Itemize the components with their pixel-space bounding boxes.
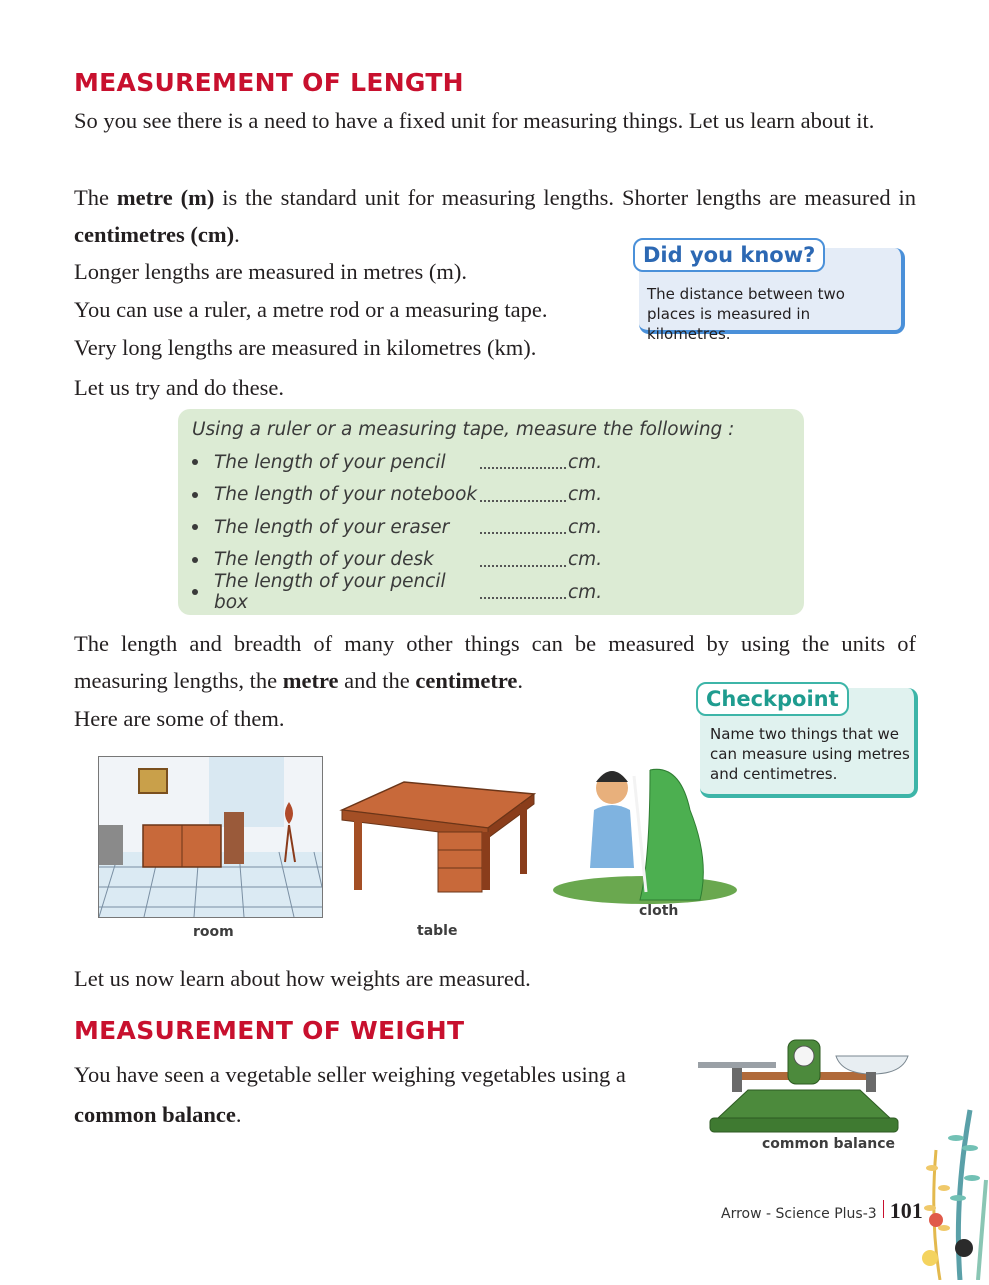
transition-text: Let us now learn about how weights are measured. — [74, 966, 531, 991]
term-centimetre-2: centimetre — [415, 668, 518, 693]
examples-text: Here are some of them. — [74, 706, 285, 731]
list-item: The length of your pencil box cm. — [192, 576, 602, 609]
list-item: The length of your eraser cm. — [192, 511, 602, 544]
did-you-know-box — [633, 243, 905, 343]
answer-blank[interactable] — [480, 553, 566, 567]
answer-blank[interactable] — [480, 488, 566, 502]
list-item: The length of your notebook cm. — [192, 479, 602, 512]
term-common-balance: common balance — [74, 1102, 236, 1127]
did-you-know-title: Did you know? — [633, 238, 825, 272]
decorative-plant-illustration — [900, 1108, 989, 1280]
did-you-know-text: The distance between two places is measured in kilometres. — [647, 285, 845, 343]
cloth-caption: cloth — [639, 903, 679, 919]
weight-heading: MEASUREMENT OF WEIGHT — [74, 1016, 465, 1045]
checkpoint-title: Checkpoint — [696, 682, 849, 716]
activity-box — [178, 409, 804, 615]
term-metre-2: metre — [282, 668, 339, 693]
book-title: Arrow - Science Plus-3 — [721, 1206, 877, 1222]
try-text: Let us try and do these. — [74, 375, 284, 400]
page-number: 101 — [889, 1198, 923, 1223]
term-metre: metre (m) — [116, 185, 215, 210]
balance-caption: common balance — [762, 1136, 896, 1152]
page-footer — [721, 1198, 923, 1224]
list-item: The length of your desk cm. — [192, 544, 602, 577]
room-caption: room — [193, 924, 234, 940]
table-illustration — [338, 770, 536, 915]
answer-blank[interactable] — [480, 585, 566, 599]
room-illustration — [98, 756, 323, 918]
list-item: The length of your pencil cm. — [192, 446, 602, 479]
longer-lengths-text: Longer lengths are measured in metres (m). — [74, 259, 467, 284]
activity-list — [192, 446, 603, 614]
cloth-illustration — [550, 752, 740, 912]
checkpoint-text: Name two things that we can measure using metres and centimetres. — [710, 725, 910, 783]
answer-blank[interactable] — [480, 520, 566, 534]
metre-paragraph: The metre (m) is the standard unit for measuring lengths. Shorter lengths are measured in centimetres (cm). — [74, 185, 916, 247]
balance-illustration — [696, 1028, 912, 1136]
table-caption: table — [417, 923, 458, 939]
answer-blank[interactable] — [480, 455, 566, 469]
weight-paragraph: You have seen a vegetable seller weighing vegetables using a common balance. — [74, 1062, 626, 1127]
footer-divider — [883, 1200, 884, 1218]
tools-text: You can use a ruler, a metre rod or a measuring tape. — [74, 297, 548, 322]
activity-intro: Using a ruler or a measuring tape, measure the following : — [192, 419, 735, 440]
term-centimetre: centimetres (cm) — [74, 222, 235, 247]
units-paragraph: The length and breadth of many other things can be measured by using the units of measuring lengths, the metre and the centimetre. — [74, 631, 916, 693]
intro-paragraph: So you see there is a need to have a fixed unit for measuring things. Let us learn about it. — [74, 108, 875, 133]
length-heading: MEASUREMENT OF LENGTH — [74, 68, 464, 97]
km-text: Very long lengths are measured in kilometres (km). — [74, 335, 537, 360]
